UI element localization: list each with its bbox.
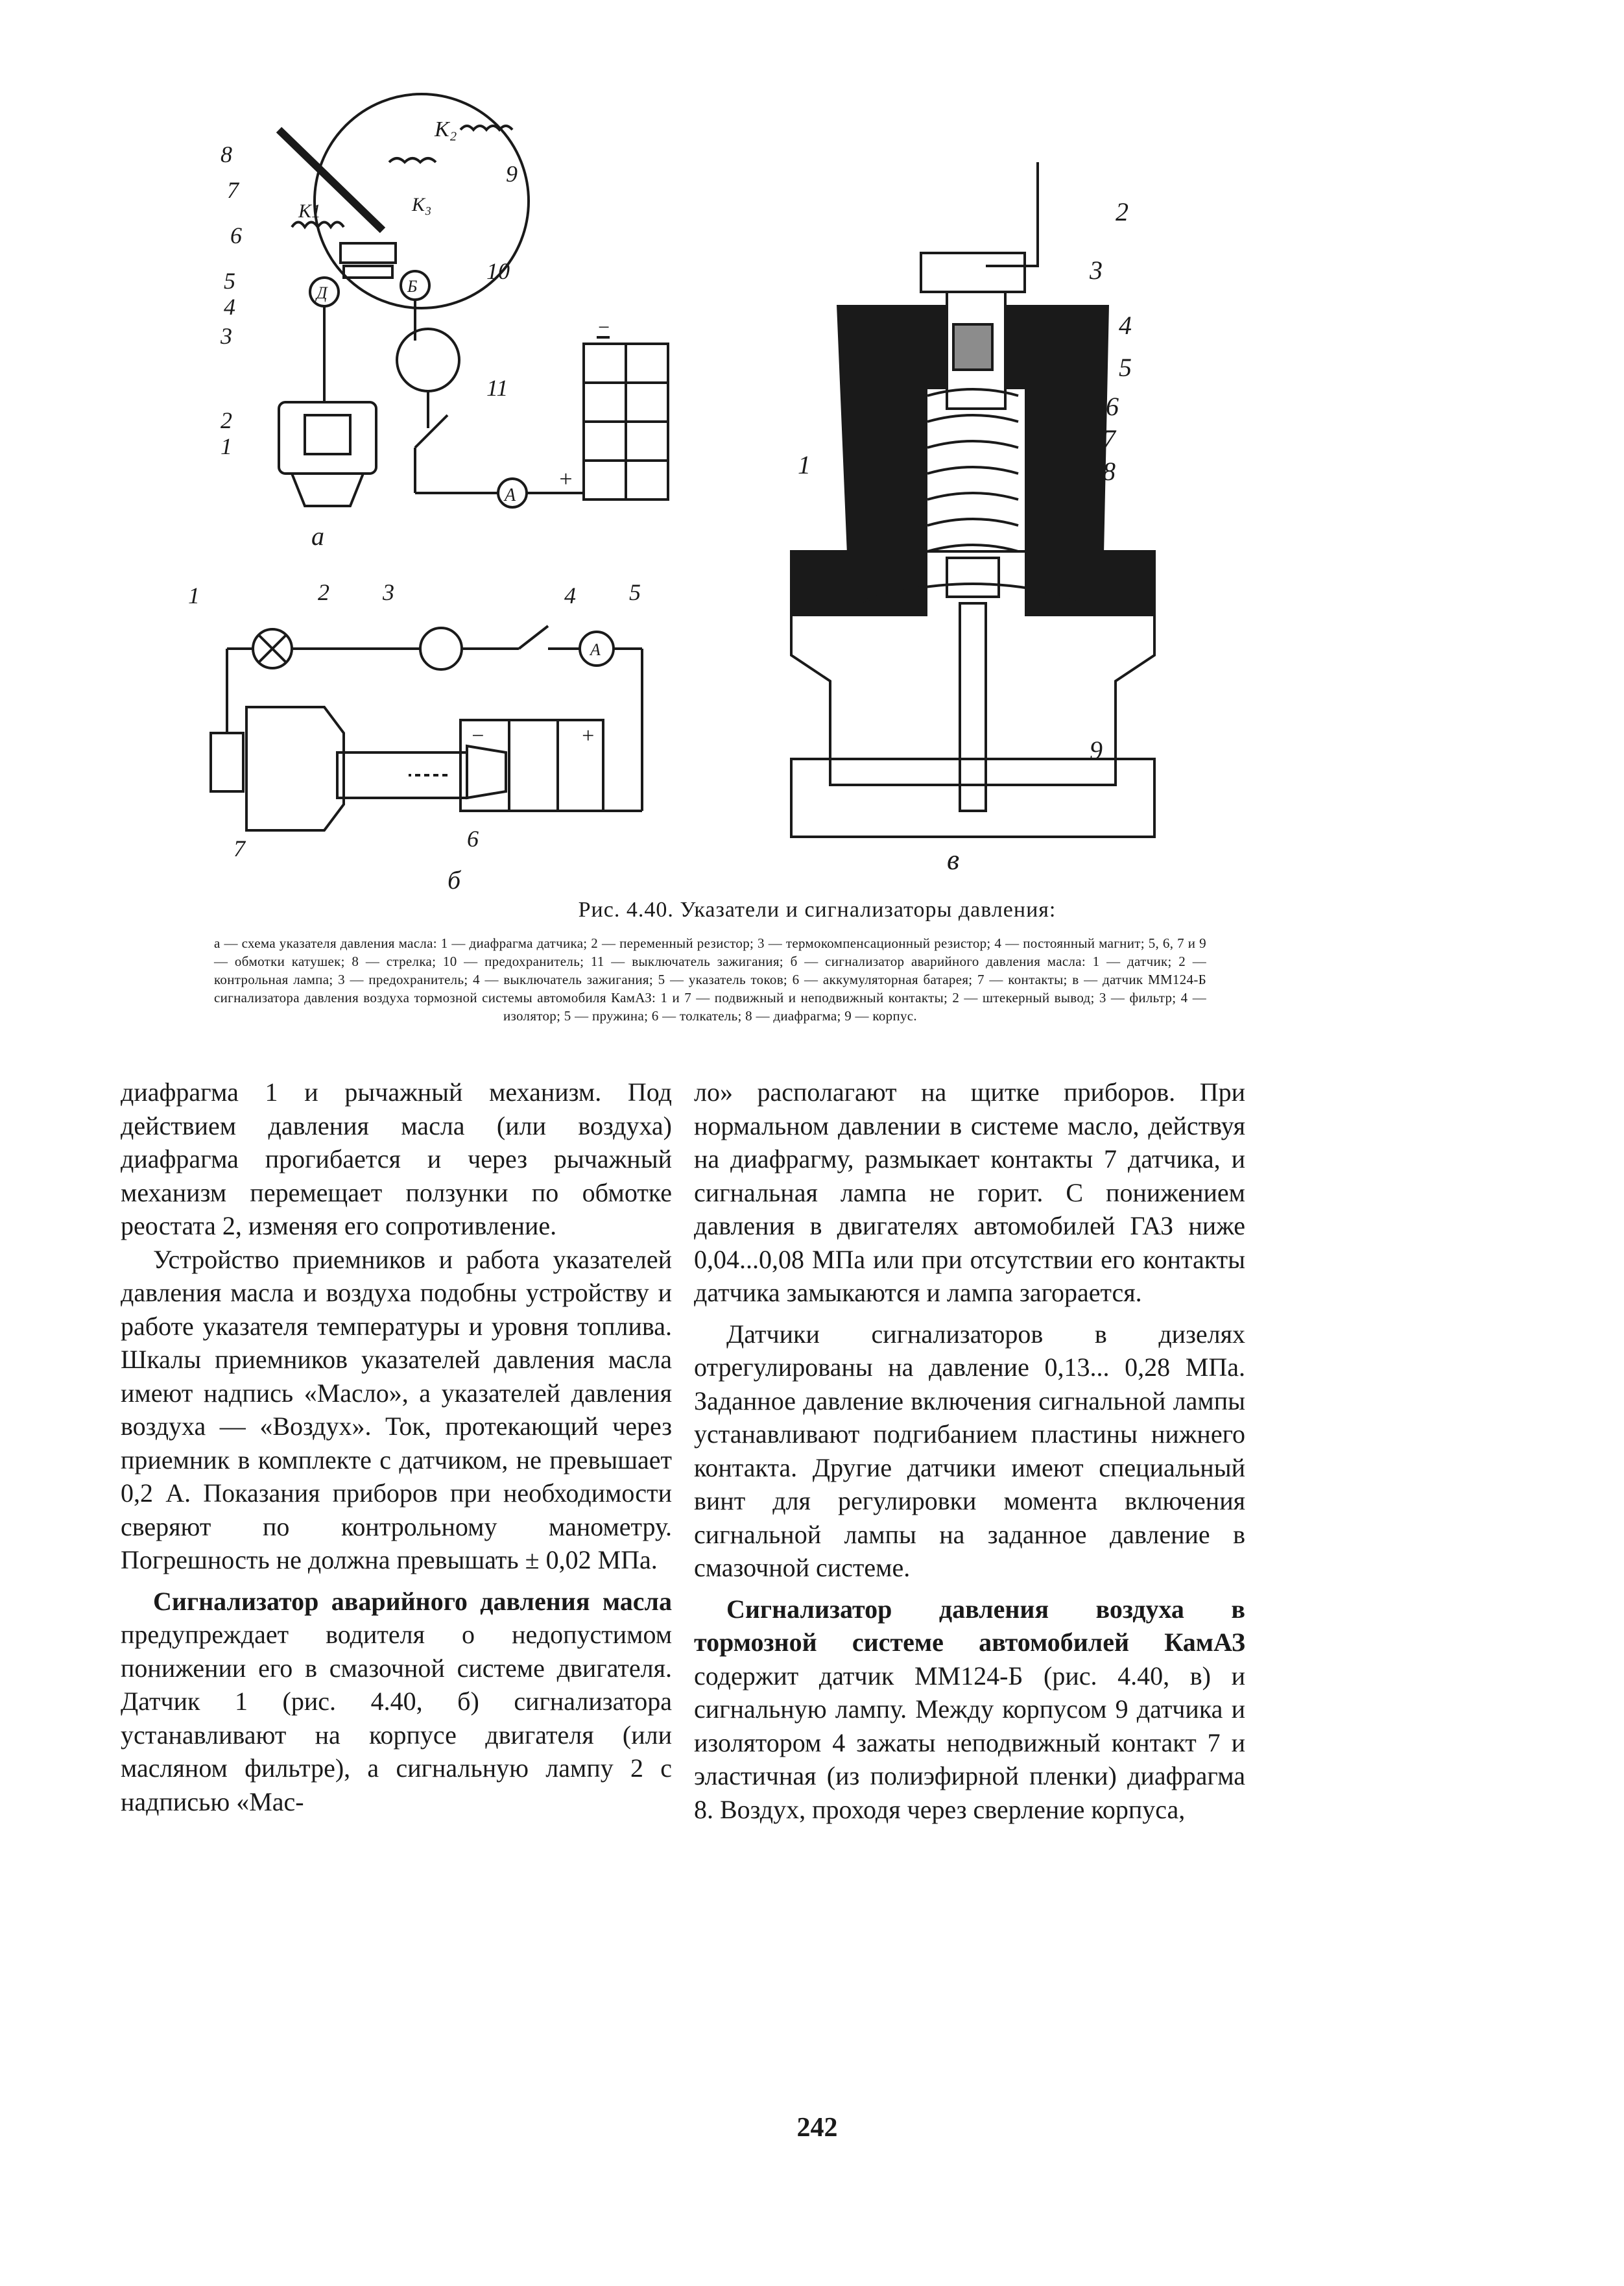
left-paragraph-3-body: предупреждает водителя о недопустимом понижении его в смазочной системе двигателя. Датчик 1 (рис. 4.40, б) сигнализатора устанавливают на корпусе двигателя (или масляном фильтре), а сигнальную лампу 2 с надписью «Мас- (121, 1620, 672, 1816)
fig-a-label-k2: К₂ (435, 117, 457, 141)
fig-v-label-5: 5 (1119, 353, 1132, 382)
fig-v-sub-label: в (947, 844, 960, 876)
fig-a-label-ammeter: A (505, 485, 516, 505)
right-paragraph-1: ло» располагают на щитке приборов. При нормальном давлении в системе масло, действуя на диафрагму, размыкает контакты 7 датчика, и сигнальная лампа не горит. С понижением давления в двигателях автомобилей ГАЗ ниже 0,04...0,08 МПа или при отсутствии его контакты датчика замыкаются и лампа загорается. (694, 1077, 1245, 1307)
fig-b-label-4: 4 (564, 583, 576, 608)
text-column-right (694, 1076, 1245, 1826)
left-paragraph-3 (121, 1585, 672, 1819)
fig-b-label-plus: + (580, 724, 595, 748)
fig-a-label-5: 5 (224, 268, 235, 294)
fig-a-label-k3: К₃ (412, 194, 432, 215)
fig-b-label-3: 3 (383, 579, 394, 605)
fig-b-label-2: 2 (318, 579, 329, 605)
fig-a-label-minus: − (597, 315, 611, 339)
fig-v-label-3: 3 (1090, 256, 1103, 285)
fig-a-label-b: Б (407, 277, 418, 296)
fig-a-label-2: 2 (221, 407, 232, 433)
fig-b-sub-label: б (448, 865, 461, 895)
fig-b-label-ammeter: A (590, 640, 601, 659)
figure-caption-legend: а — схема указателя давления масла: 1 — диафрагма датчика; 2 — переменный резистор; 3 — термокомпенсационный резистор; 4 — постоянный магнит; 5, 6, 7 и 9 — обмотки катушек; 8 — стрелка; 10 — предохранитель; 11 — выключатель зажигания; б — сигнализатор аварийного давления масла: 1 — датчик; 2 — контрольная лампа; 3 — предохранитель; 4 — выключатель зажигания; 5 — указатель токов; 6 — аккумуляторная батарея; 7 — контакты; в — датчик ММ124-Б сигнализатора давления воздуха тормозной системы автомобиля КамАЗ: 1 и 7 — подвижный и неподвижный контакты; 2 — штекерный вывод; 3 — фильтр; 4 — изолятор; 5 — пружина; 6 — толкатель; 8 — диафрагма; 9 — корпус. (214, 935, 1206, 1024)
fig-v-label-8: 8 (1103, 457, 1116, 486)
fig-v-label-2: 2 (1116, 197, 1128, 226)
fig-a-label-4: 4 (224, 294, 235, 320)
fig-b-label-1: 1 (188, 583, 200, 608)
right-paragraph-3-body: содержит датчик ММ124-Б (рис. 4.40, в) и сигнальную лампу. Между корпусом 9 датчика и изолятором 4 зажаты неподвижный контакт 7 и эластичная (из полиэфирной пленки) диафрагма 8. Воздух, проходя через сверление корпуса, (694, 1661, 1245, 1824)
page-number: 242 (796, 2113, 838, 2143)
fig-b-label-7: 7 (233, 836, 245, 861)
figure-caption-title: Рис. 4.40. Указатели и сигнализаторы давления: (578, 898, 1057, 922)
fig-a-label-10: 10 (486, 258, 510, 284)
left-paragraph-1: диафрагма 1 и рычажный механизм. Под действием давления масла (или воздуха) диафрагма прогибается и через рычажный механизм перемещает ползунки по обмотке реостата 2, изменяя его сопротивление. (121, 1077, 672, 1240)
fig-a-label-8: 8 (221, 141, 232, 167)
fig-b-label-6: 6 (467, 826, 479, 852)
fig-a-label-9: 9 (506, 161, 518, 187)
fig-a-label-plus: + (558, 466, 574, 492)
fig-v-label-6: 6 (1106, 392, 1119, 421)
right-paragraph-3 (694, 1593, 1245, 1827)
fig-v-label-4: 4 (1119, 311, 1132, 340)
right-paragraph-2: Датчики сигнализаторов в дизелях отрегулированы на давление 0,13... 0,28 МПа. Заданное давление включения сигнальной лампы устанавливают подгибанием пластины нижнего контакта. Другие датчики имеют специальный винт для регулировки момента включения сигнальной лампы на заданное давление в смазочной системе. (694, 1319, 1245, 1582)
figure-v-drawing (752, 149, 1193, 889)
right-paragraph-3-heading: Сигнализатор давления воздуха в тормозной системе автомобилей КамАЗ (694, 1594, 1245, 1657)
fig-a-sub-label: а (311, 522, 324, 551)
fig-a-label-d: Д (316, 283, 328, 302)
figure-a-drawing (195, 91, 687, 558)
fig-a-label-3: 3 (221, 323, 232, 349)
fig-v-label-1: 1 (798, 450, 811, 479)
fig-b-label-5: 5 (629, 579, 641, 605)
fig-a-label-1: 1 (221, 433, 232, 459)
text-column-left (121, 1076, 672, 1818)
fig-b-label-minus: − (470, 724, 485, 748)
fig-a-label-11: 11 (486, 375, 508, 401)
fig-a-label-k1: К1 (298, 200, 321, 222)
figure-a-gauge-circuit (195, 91, 687, 558)
figure-b-signaling-circuit (175, 571, 713, 895)
left-paragraph-3-heading: Сигнализатор аварийного давления масла (153, 1586, 672, 1616)
fig-a-label-7: 7 (227, 177, 239, 203)
fig-a-label-6: 6 (230, 223, 242, 248)
fig-v-label-7: 7 (1103, 424, 1116, 453)
figure-v-sensor-cross-section (752, 149, 1193, 889)
figure-b-drawing (175, 571, 713, 895)
fig-v-label-9: 9 (1090, 736, 1103, 765)
left-paragraph-2: Устройство приемников и работа указателей давления масла и воздуха подобны устройству и работе указателя температуры и уровня топлива. Шкалы приемников указателей давления масла имеют надпись «Масло», а указателей давления воздуха — «Воздух». Ток, протекающий через приемник в комплекте с датчиком, не превышает 0,2 А. Показания приборов при необходимости сверяют по контрольному манометру. Погрешность не должна превышать ± 0,02 МПа. (121, 1244, 672, 1574)
